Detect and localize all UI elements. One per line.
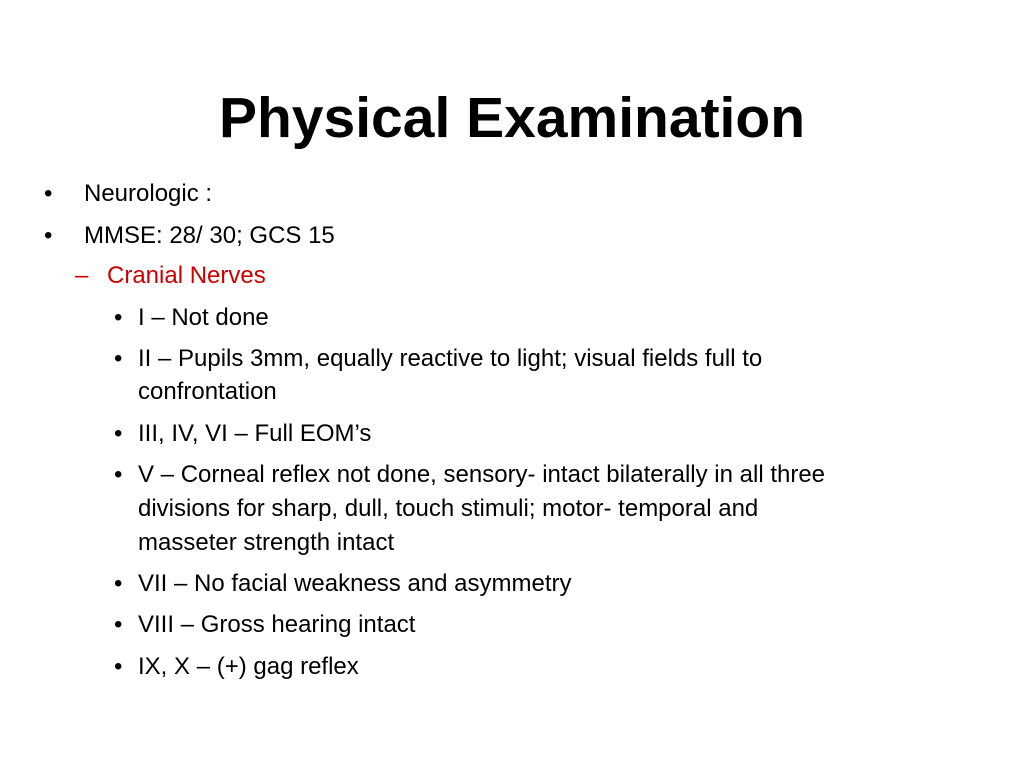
bullet-text: Neurologic : <box>84 180 213 207</box>
subheading-text: Cranial Nerves <box>107 262 266 289</box>
bullet-marker: • <box>114 611 123 638</box>
bullet-marker: • <box>114 653 123 680</box>
nerve-text: IX, X – (+) gag reflex <box>138 653 359 680</box>
bullet-marker: • <box>114 420 123 447</box>
bullet-marker: • <box>44 180 53 207</box>
bullet-marker: • <box>114 304 123 331</box>
nerve-text: II – Pupils 3mm, equally reactive to light; visual fields full to <box>138 345 763 372</box>
bullet-marker: • <box>114 570 123 597</box>
nerve-text: confrontation <box>138 378 277 405</box>
nerve-text: masseter strength intact <box>138 529 395 556</box>
nerve-text: divisions for sharp, dull, touch stimuli; motor- temporal and <box>138 495 759 522</box>
bullet-marker: • <box>114 345 123 372</box>
dash-marker: – <box>75 262 89 289</box>
nerve-text: VII – No facial weakness and asymmetry <box>138 570 572 597</box>
bullet-text: MMSE: 28/ 30; GCS 15 <box>84 222 335 249</box>
nerve-text: VIII – Gross hearing intact <box>138 611 416 638</box>
bullet-marker: • <box>44 222 53 249</box>
nerve-text: V – Corneal reflex not done, sensory- intact bilaterally in all three <box>138 461 826 488</box>
bullet-marker: • <box>114 461 123 488</box>
nerve-text: III, IV, VI – Full EOM’s <box>138 420 372 447</box>
slide-title: Physical Examination <box>218 86 806 150</box>
nerve-text: I – Not done <box>138 304 269 331</box>
